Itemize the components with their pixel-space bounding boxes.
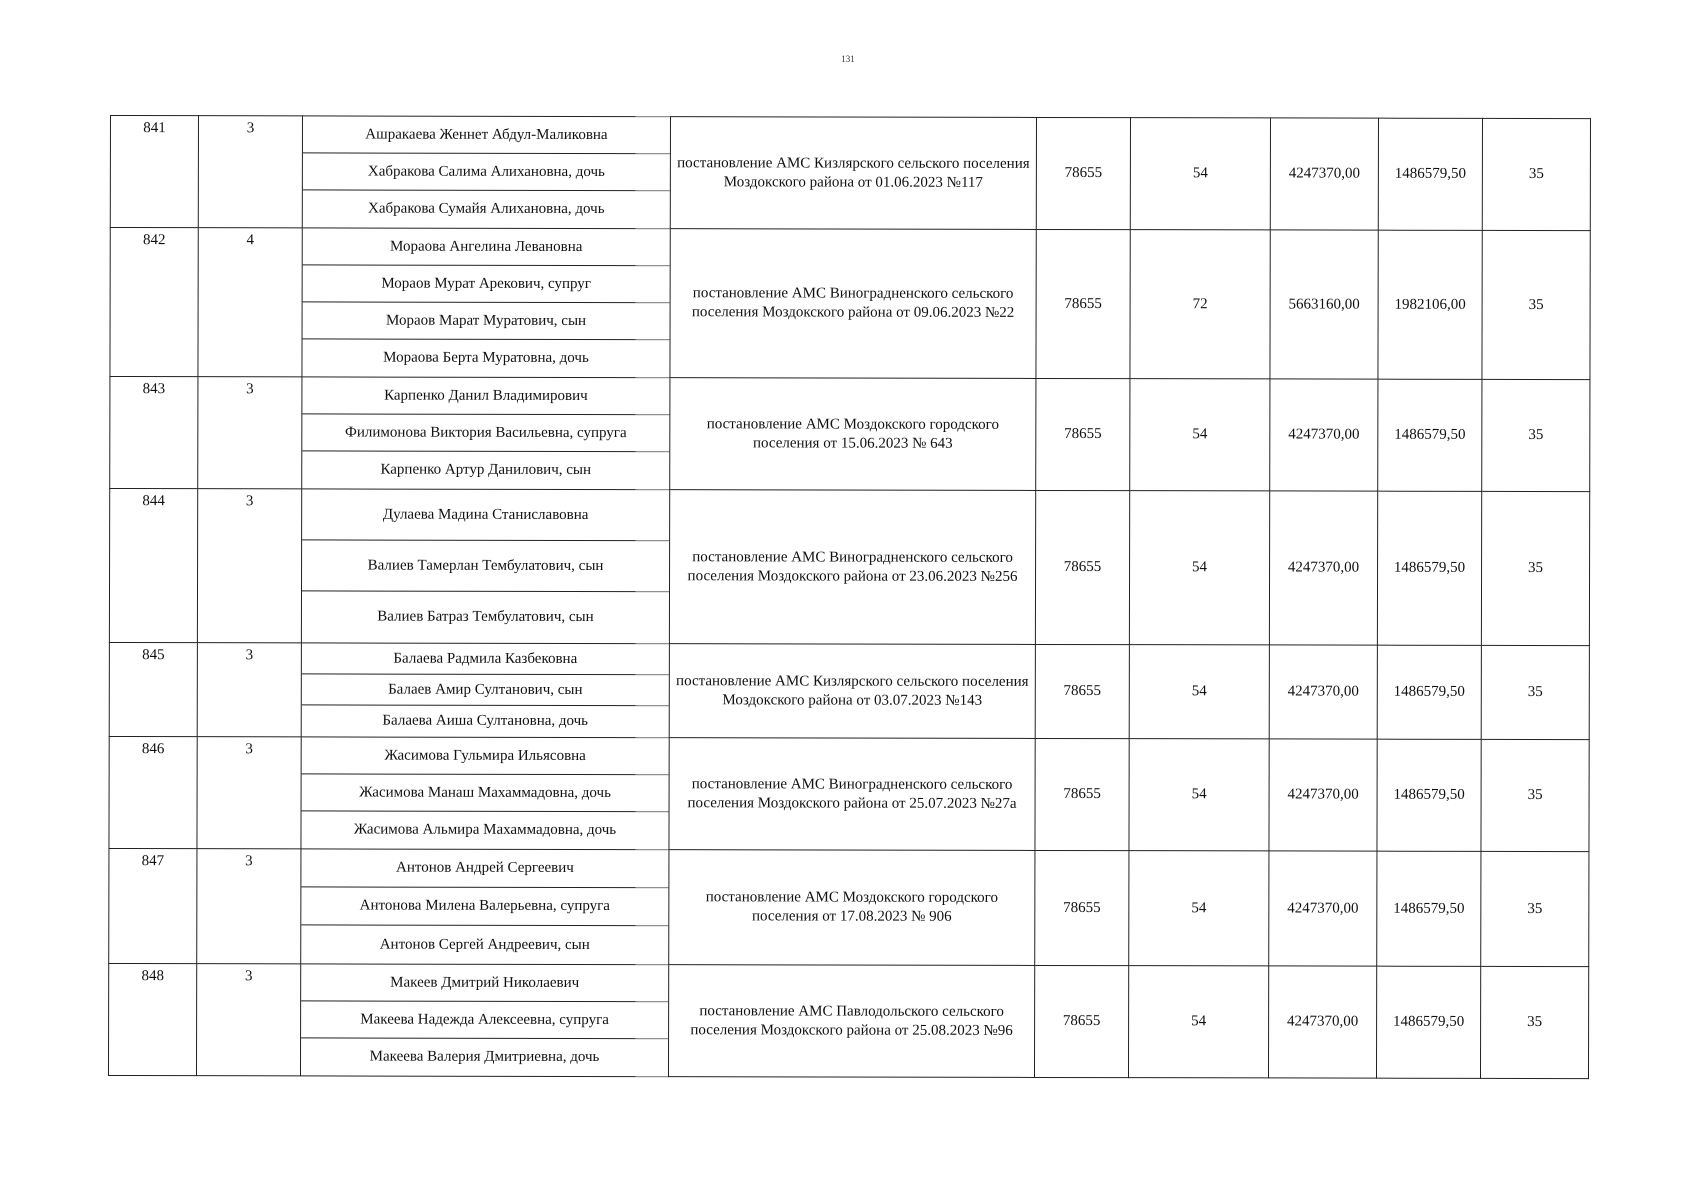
family-member: Жасимова Манаш Махаммадовна, дочь	[302, 774, 669, 812]
amount-cell-4: 1982106,00	[1378, 230, 1482, 379]
family-member: Дулаева Мадина Станиславовна	[302, 489, 669, 541]
members-cell	[301, 643, 669, 738]
decree-text: постановление АМС Моздокского городского поселения от 17.08.2023 № 906	[705, 889, 998, 925]
amount-cell-4: 1486579,50	[1377, 491, 1481, 645]
register-body	[108, 116, 1590, 1079]
amount-cell-3: 4247370,00	[1270, 118, 1378, 230]
row-number-cell: 847	[109, 848, 197, 963]
table-row	[109, 736, 1589, 851]
amount-cell-4: 1486579,50	[1377, 851, 1481, 966]
amount-cell-5: 35	[1481, 645, 1589, 739]
decree-text: постановление АМС Кизлярского сельского поселения Моздокского района от 01.06.2023 №117	[677, 154, 1030, 191]
amount-cell-3: 4247370,00	[1269, 739, 1377, 851]
housing-register-table	[108, 115, 1591, 1079]
members-cell	[302, 116, 670, 229]
family-member: Мораова Ангелина Левановна	[303, 228, 670, 266]
decree-cell	[669, 850, 1035, 966]
amount-cell-1: 78655	[1034, 965, 1128, 1077]
family-member: Макеева Валерия Дмитриевна, дочь	[369, 1048, 600, 1066]
family-member: Мораов Мурат Арекович, супруг	[303, 265, 670, 303]
row-number-cell: 842	[110, 228, 198, 377]
amount-cell-5: 35	[1481, 851, 1589, 966]
family-member: Валиев Тамерлан Тембулатович, сын	[302, 540, 669, 592]
family-member: Антонов Андрей Сергеевич	[301, 849, 668, 888]
amount-cell-1: 78655	[1035, 644, 1129, 738]
amount-cell-4: 1486579,50	[1377, 739, 1481, 851]
family-size-cell: 4	[198, 228, 302, 377]
family-size-cell: 3	[197, 849, 301, 964]
family-size-cell: 3	[197, 643, 301, 737]
amount-cell-4: 1486579,50	[1377, 645, 1481, 739]
decree-text: постановление АМС Кизлярского сельского поселения Моздокского района от 03.07.2023 №143	[676, 672, 1029, 709]
family-member: Мораова Берта Муратовна, дочь	[383, 349, 589, 367]
decree-cell	[669, 490, 1035, 645]
family-size-cell: 3	[198, 377, 302, 489]
family-member: Мораов Марат Муратович, сын	[303, 302, 670, 340]
decree-cell	[670, 229, 1036, 379]
family-member: Антонов Сергей Андреевич, сын	[379, 936, 590, 953]
decree-text: постановление АМС Павлодольского сельского поселения Моздокского района от 25.08.2023 №96	[690, 1002, 1013, 1039]
decree-text: постановление АМС Виноградненского сельского поселения Моздокского района от 09.06.2023 №22	[691, 285, 1015, 321]
family-member: Валиев Батраз Тембулатович, сын	[377, 608, 594, 626]
amount-cell-3: 4247370,00	[1270, 379, 1378, 491]
decree-cell	[668, 965, 1034, 1078]
amount-cell-2: 54	[1130, 379, 1270, 491]
amount-cell-1: 78655	[1035, 490, 1129, 644]
amount-cell-2: 54	[1130, 118, 1270, 230]
decree-cell	[670, 117, 1036, 230]
family-member: Хабракова Салима Алихановна, дочь	[303, 153, 670, 191]
decree-text: постановление АМС Виноградненского сельского поселения Моздокского района от 25.07.2023 №27а	[687, 775, 1017, 812]
family-size-cell: 3	[197, 737, 301, 849]
table-row	[109, 848, 1589, 966]
family-member: Макеев Дмитрий Николаевич	[301, 964, 668, 1002]
family-member: Карпенко Данил Владимирович	[302, 377, 669, 415]
members-cell	[301, 737, 669, 850]
amount-cell-3: 4247370,00	[1269, 645, 1377, 739]
family-member: Балаев Амир Султанович, сын	[302, 674, 669, 706]
amount-cell-1: 78655	[1035, 738, 1129, 850]
amount-cell-1: 78655	[1036, 378, 1130, 490]
family-member: Филимонова Виктория Васильевна, супруга	[302, 414, 669, 452]
amount-cell-3: 4247370,00	[1269, 851, 1377, 966]
members-cell	[302, 377, 670, 490]
family-size-cell: 3	[198, 116, 302, 228]
amount-cell-3: 4247370,00	[1268, 966, 1376, 1078]
family-member: Балаева Аиша Султановна, дочь	[382, 712, 589, 730]
row-number-cell: 848	[108, 963, 196, 1075]
members-cell	[301, 489, 669, 644]
row-number-cell: 845	[109, 642, 197, 736]
family-member: Ашракаева Женнет Абдул-Маликовна	[303, 116, 670, 154]
table-row	[110, 228, 1590, 380]
amount-cell-1: 78655	[1035, 850, 1129, 965]
amount-cell-5: 35	[1481, 739, 1589, 851]
row-number-cell: 841	[110, 116, 198, 228]
family-size-cell: 3	[197, 489, 301, 643]
family-member: Жасимова Гульмира Ильясовна	[302, 737, 669, 775]
family-member: Жасимова Альмира Махаммадовна, дочь	[353, 821, 617, 839]
table-row	[110, 116, 1590, 231]
family-member: Макеева Надежда Алексеевна, супруга	[301, 1001, 668, 1039]
amount-cell-4: 1486579,50	[1378, 118, 1482, 230]
family-member: Балаева Радмила Казбековна	[302, 643, 669, 675]
amount-cell-2: 54	[1129, 645, 1269, 739]
decree-cell	[669, 644, 1035, 739]
members-cell	[301, 849, 669, 965]
amount-cell-1: 78655	[1036, 117, 1130, 229]
members-cell	[302, 228, 670, 378]
table-row	[109, 489, 1589, 646]
family-member: Карпенко Артур Данилович, сын	[380, 461, 592, 479]
row-number-cell: 844	[109, 489, 197, 643]
row-number-cell: 846	[109, 736, 197, 848]
amount-cell-5: 35	[1482, 118, 1590, 230]
family-size-cell: 3	[196, 964, 300, 1076]
decree-text: постановление АМС Моздокского городского поселения от 15.06.2023 № 643	[706, 415, 999, 452]
members-cell	[300, 964, 668, 1077]
table-row	[108, 963, 1588, 1078]
amount-cell-1: 78655	[1036, 229, 1130, 378]
table-row	[109, 642, 1589, 739]
amount-cell-5: 35	[1482, 379, 1590, 491]
amount-cell-3: 5663160,00	[1270, 230, 1378, 379]
amount-cell-5: 35	[1482, 230, 1590, 379]
amount-cell-4: 1486579,50	[1378, 379, 1482, 491]
amount-cell-2: 54	[1129, 491, 1269, 645]
amount-cell-3: 4247370,00	[1269, 491, 1377, 645]
amount-cell-5: 35	[1480, 966, 1588, 1078]
decree-text: постановление АМС Виноградненского сельского поселения Моздокского района от 23.06.2023 №256	[687, 548, 1018, 585]
family-member: Антонова Милена Валерьевна, супруга	[301, 887, 668, 926]
decree-cell	[670, 378, 1036, 491]
row-number-cell: 843	[110, 377, 198, 489]
decree-cell	[669, 738, 1035, 851]
table-row	[110, 377, 1590, 492]
amount-cell-4: 1486579,50	[1376, 966, 1480, 1078]
amount-cell-2: 54	[1129, 851, 1269, 966]
amount-cell-2: 54	[1128, 966, 1268, 1078]
page-number: 131	[841, 54, 855, 64]
family-member: Хабракова Сумайя Алихановна, дочь	[368, 200, 605, 218]
amount-cell-2: 72	[1130, 230, 1270, 379]
amount-cell-5: 35	[1481, 491, 1589, 645]
amount-cell-2: 54	[1129, 739, 1269, 851]
